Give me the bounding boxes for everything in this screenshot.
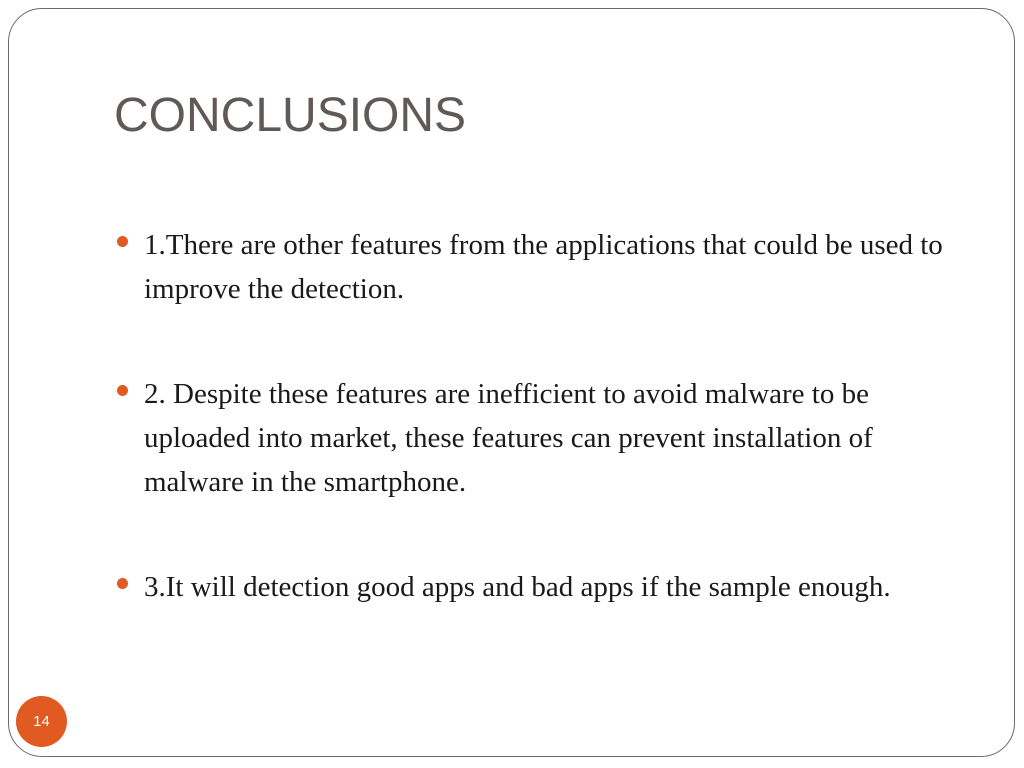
bullet-text: 3.It will detection good apps and bad apps if the sample enough. xyxy=(144,571,891,603)
bullet-dot-icon xyxy=(117,578,128,589)
bullet-dot-icon xyxy=(117,236,128,247)
page-number-badge: 14 xyxy=(16,696,67,747)
bullet-item xyxy=(114,372,944,504)
bullet-item xyxy=(114,565,944,609)
bullet-text: 1.There are other features from the applications that could be used to improve the detection. xyxy=(144,229,943,305)
bullet-list xyxy=(114,223,944,670)
bullet-dot-icon xyxy=(117,385,128,396)
slide-title: CONCLUSIONS xyxy=(114,89,467,142)
bullet-text: 2. Despite these features are inefficient to avoid malware to be uploaded into market, these features can prevent installation of malware in the smartphone. xyxy=(144,378,873,498)
bullet-item xyxy=(114,223,944,311)
